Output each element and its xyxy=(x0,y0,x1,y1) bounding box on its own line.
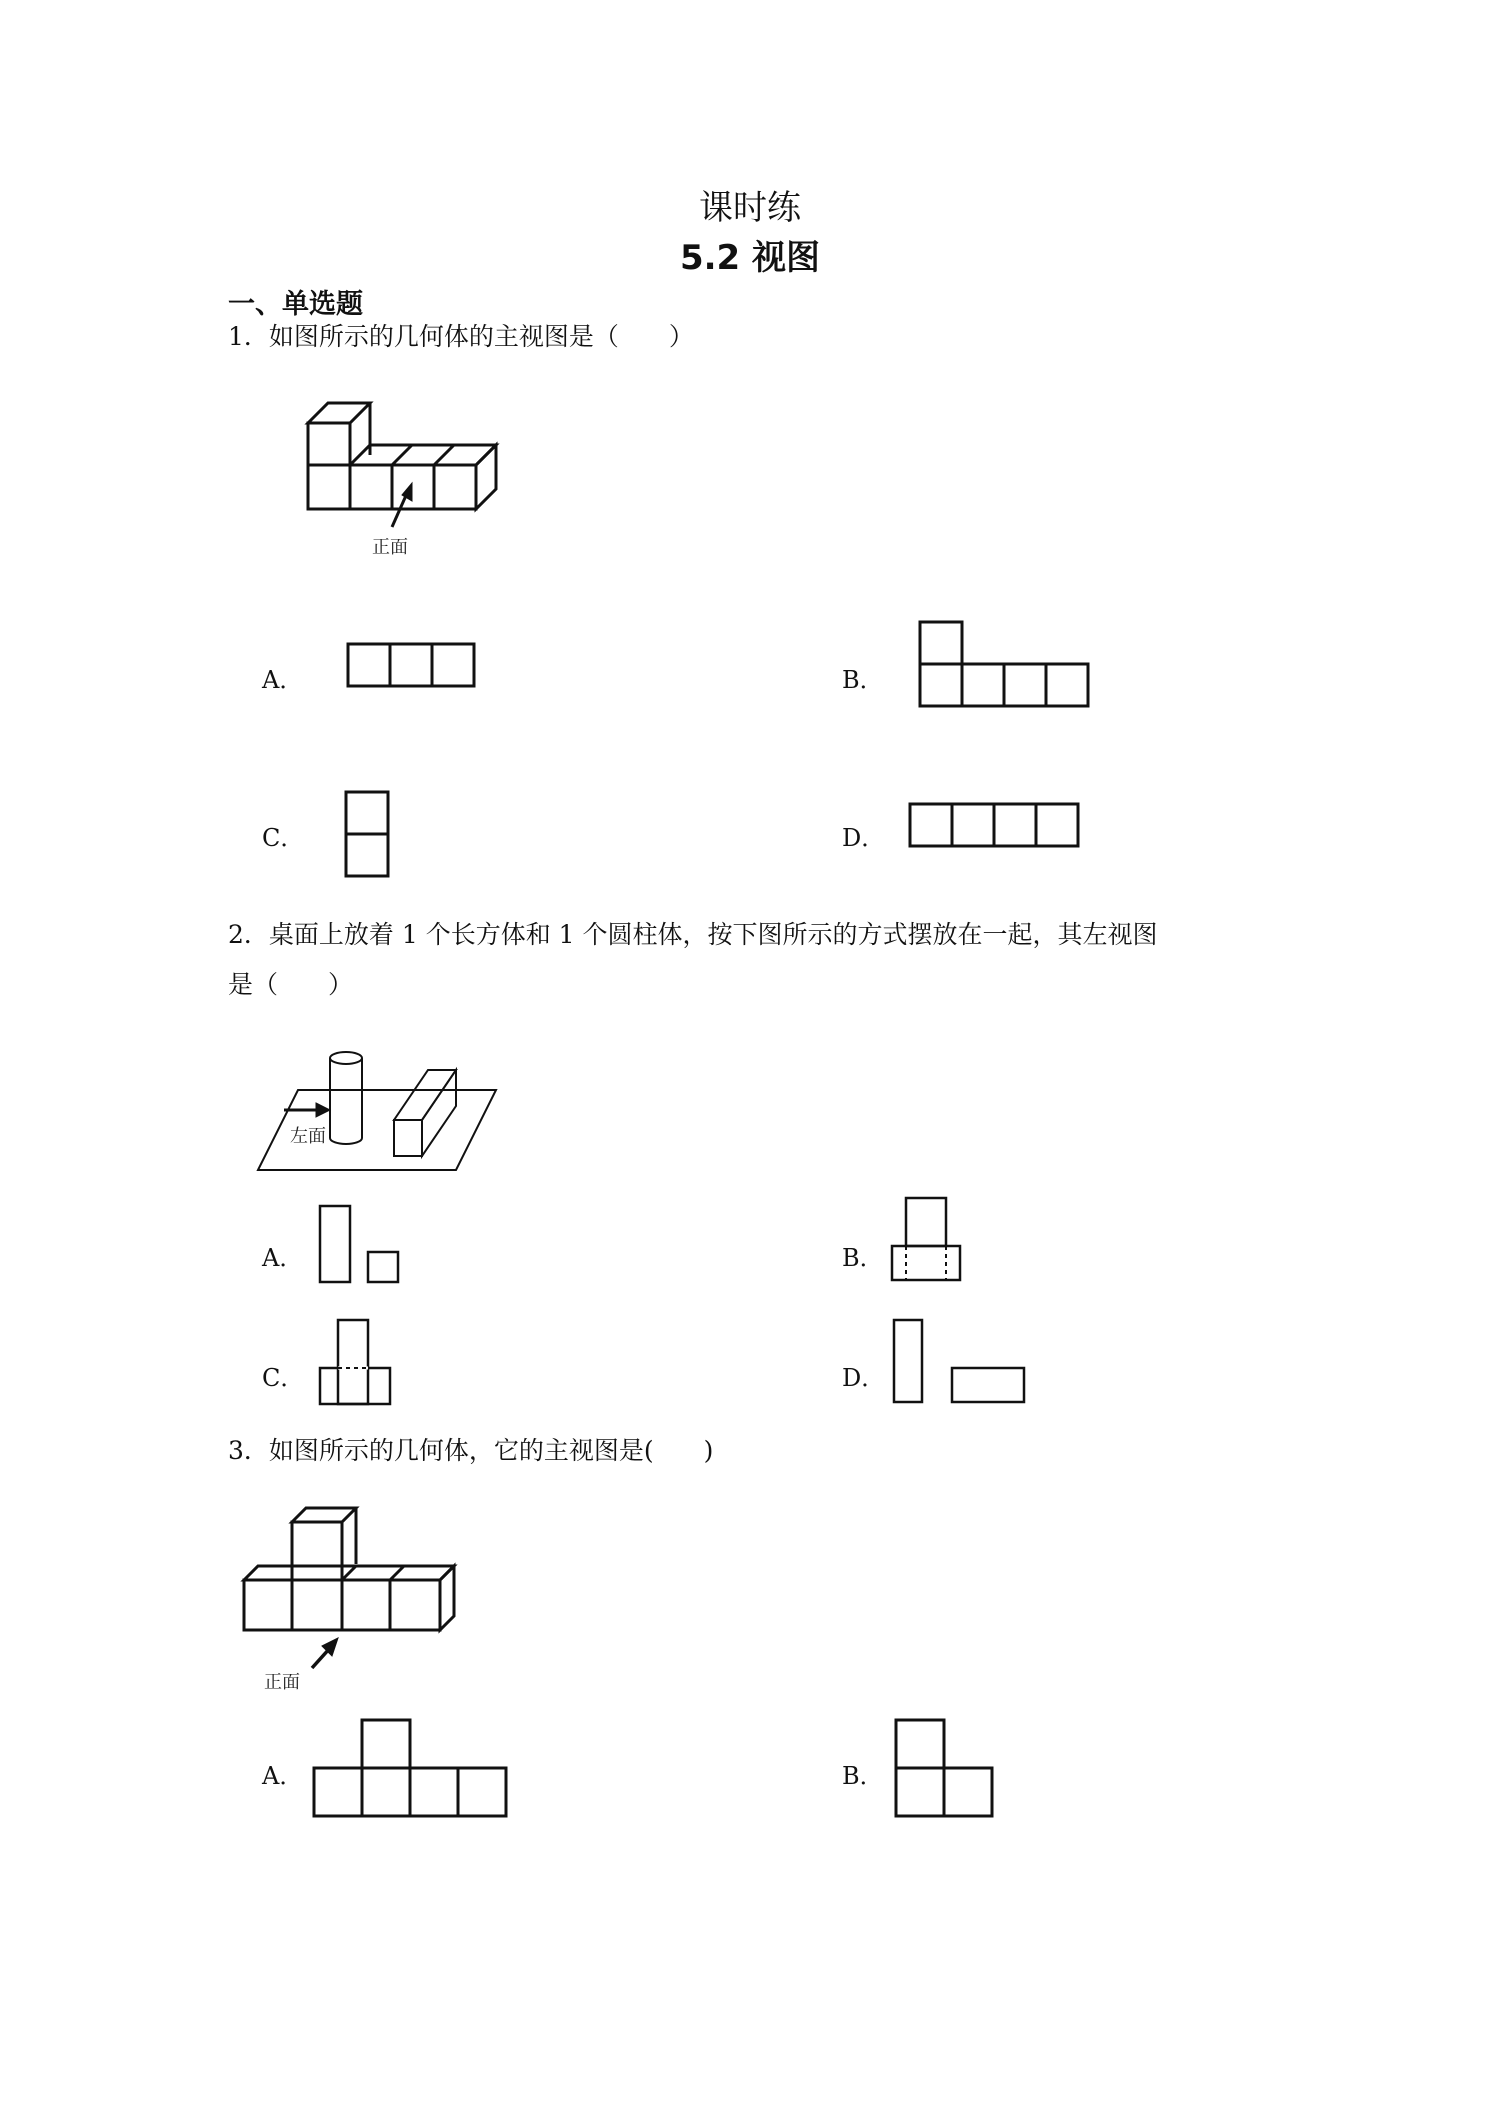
q1-solid-figure xyxy=(290,395,530,575)
question-text: 如图所示的几何体的主视图是（ ） xyxy=(268,322,694,351)
question-2 xyxy=(228,910,1278,1010)
q1-option-a-label[interactable]: A． xyxy=(262,666,304,694)
q1-option-b-figure[interactable] xyxy=(918,620,1094,712)
q2-option-b-label[interactable]: B． xyxy=(842,1244,884,1272)
q3-option-b-label[interactable]: B． xyxy=(842,1762,884,1790)
q1-option-d-figure[interactable] xyxy=(908,802,1084,850)
question-1 xyxy=(228,312,694,362)
q3-figure-label: 正面 xyxy=(264,1672,300,1693)
q1-option-c-label[interactable]: C． xyxy=(262,824,305,852)
q2-option-c-figure[interactable] xyxy=(318,1318,394,1408)
page-subtitle: 5.2 视图 xyxy=(679,238,821,278)
q2-option-b-figure[interactable] xyxy=(890,1196,964,1286)
page-title: 课时练 xyxy=(699,188,801,228)
question-number: 3． xyxy=(228,1436,269,1465)
q3-option-b-figure[interactable] xyxy=(894,1718,998,1818)
question-text: 桌面上放着 1 个长方体和 1 个圆柱体，按下图所示的方式摆放在一起，其左视图 xyxy=(268,920,1158,949)
question-text-line-1 xyxy=(228,910,1278,960)
q2-option-a-figure[interactable] xyxy=(318,1204,402,1288)
section-heading: 一、单选题 xyxy=(228,289,363,320)
question-number: 1． xyxy=(228,322,269,351)
q3-solid-figure xyxy=(240,1498,470,1698)
q2-solid-figure xyxy=(258,1040,508,1180)
question-number: 2． xyxy=(228,920,269,949)
q1-option-a-figure[interactable] xyxy=(346,642,478,690)
q1-option-d-label[interactable]: D． xyxy=(842,824,886,852)
q3-option-a-label[interactable]: A． xyxy=(262,1762,304,1790)
q2-figure-label: 左面 xyxy=(290,1126,326,1147)
q2-option-d-figure[interactable] xyxy=(892,1318,1028,1408)
question-text-line-2: 是（ ） xyxy=(228,970,354,999)
q3-option-a-figure[interactable] xyxy=(312,1718,514,1818)
q2-option-c-label[interactable]: C． xyxy=(262,1364,305,1392)
q1-figure-label: 正面 xyxy=(372,537,408,558)
question-text: 如图所示的几何体，它的主视图是( ) xyxy=(268,1436,714,1465)
q1-option-b-label[interactable]: B． xyxy=(842,666,884,694)
q1-option-c-figure[interactable] xyxy=(344,790,392,880)
question-3 xyxy=(228,1426,713,1476)
q2-option-a-label[interactable]: A． xyxy=(262,1244,304,1272)
q2-option-d-label[interactable]: D． xyxy=(842,1364,886,1392)
